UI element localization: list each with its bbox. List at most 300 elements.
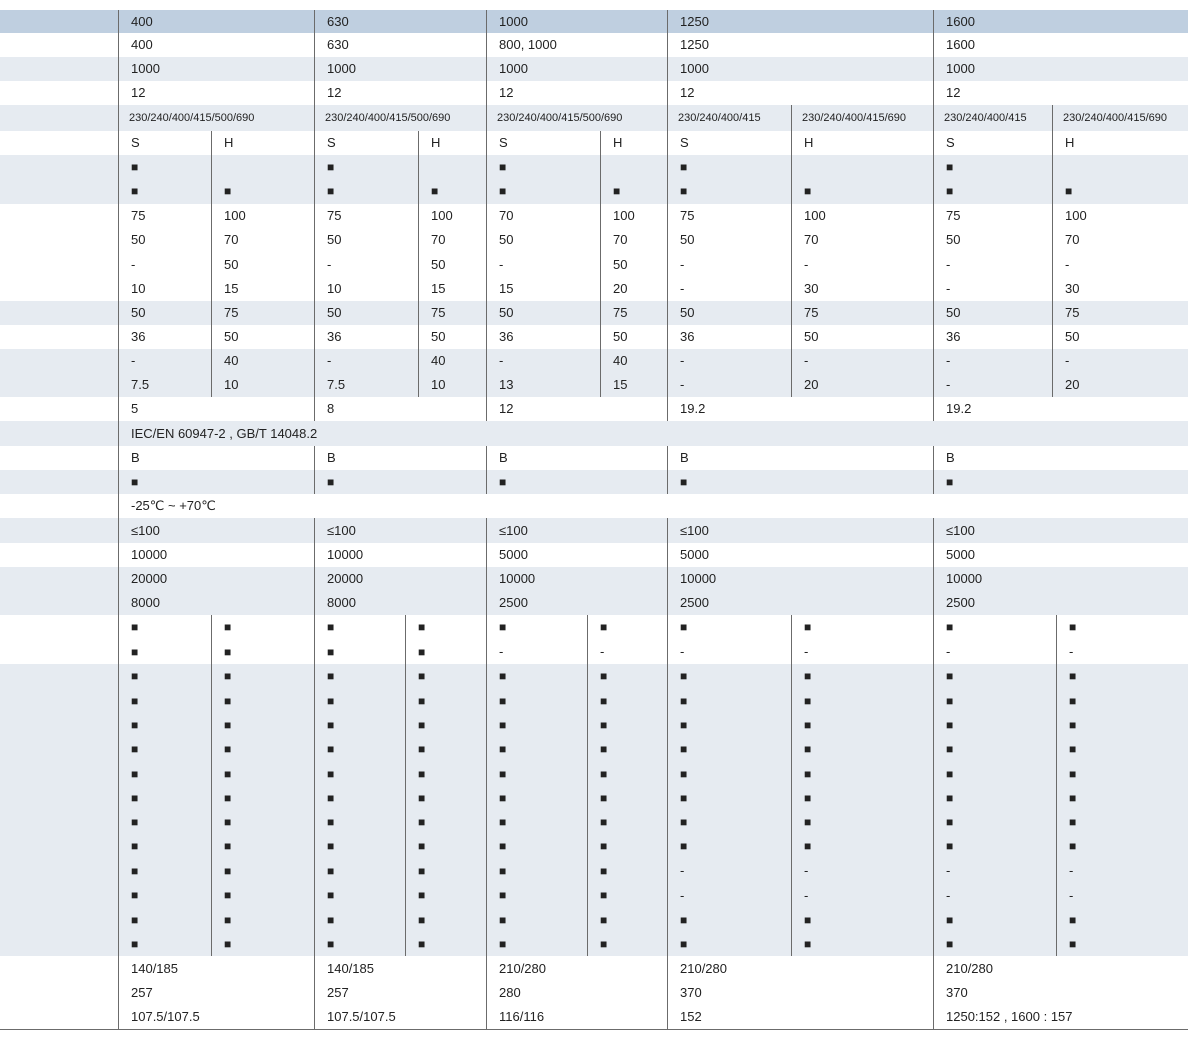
check-mark-cell: ■: [587, 713, 667, 737]
row-label-cell: [0, 1005, 118, 1029]
table-cell: -: [791, 252, 933, 277]
check-mark-cell: ■: [933, 664, 1056, 689]
table-cell: -: [486, 252, 600, 277]
table-cell: 257: [314, 981, 486, 1005]
row-label-cell: [0, 883, 118, 908]
table-cell: -: [1052, 349, 1188, 373]
table-cell: [418, 155, 486, 179]
table-cell: 50: [486, 228, 600, 252]
table-cell: -: [314, 252, 418, 277]
table-row: [0, 494, 1188, 518]
table-cell: -: [314, 349, 418, 373]
table-cell: -: [933, 252, 1052, 277]
table-cell: 75: [933, 204, 1052, 228]
table-row: [0, 373, 1188, 397]
table-cell: [211, 155, 314, 179]
table-cell: 210/280: [933, 956, 1188, 981]
table-cell: 75: [118, 204, 211, 228]
table-row: [0, 325, 1188, 349]
row-label-cell: [0, 301, 118, 325]
table-cell: 100: [211, 204, 314, 228]
check-mark-cell: ■: [486, 883, 587, 908]
check-mark-cell: ■: [211, 179, 314, 204]
table-cell: -: [933, 883, 1056, 908]
check-mark-cell: ■: [1056, 932, 1188, 956]
table-cell: 19.2: [933, 397, 1188, 421]
check-mark-cell: ■: [118, 859, 211, 883]
check-mark-cell: ■: [1056, 737, 1188, 762]
table-cell: 15: [486, 277, 600, 301]
check-mark-cell: ■: [314, 932, 405, 956]
check-mark-cell: ■: [486, 762, 587, 786]
table-cell: 40: [211, 349, 314, 373]
table-row: [0, 713, 1188, 738]
check-mark-cell: ■: [587, 932, 667, 956]
check-mark-cell: ■: [791, 762, 933, 786]
row-label-cell: [0, 567, 118, 591]
check-mark-cell: ■: [211, 834, 314, 859]
row-label-cell: [0, 33, 118, 57]
check-mark-cell: ■: [211, 664, 314, 689]
table-cell: 2500: [933, 591, 1188, 615]
table-cell: 5000: [667, 543, 933, 567]
check-mark-cell: ■: [791, 713, 933, 737]
row-label-cell: [0, 786, 118, 810]
table-cell: -: [791, 859, 933, 883]
check-mark-cell: ■: [587, 737, 667, 762]
check-mark-cell: ■: [314, 908, 405, 932]
row-label-cell: [0, 373, 118, 397]
table-cell: 100: [600, 204, 667, 228]
table-cell: ≤100: [486, 518, 667, 543]
table-cell: S: [118, 131, 211, 155]
check-mark-cell: ■: [933, 932, 1056, 956]
check-mark-cell: ■: [667, 713, 791, 737]
check-mark-cell: ■: [486, 155, 600, 179]
table-row: [0, 591, 1188, 615]
check-mark-cell: ■: [933, 908, 1056, 932]
table-cell: 1000: [314, 57, 486, 81]
check-mark-cell: ■: [486, 786, 587, 810]
table-row: [0, 883, 1188, 909]
table-cell: 50: [600, 252, 667, 277]
row-label-cell: [0, 591, 118, 615]
table-row: [0, 859, 1188, 884]
table-row: [0, 762, 1188, 787]
row-label-cell: [0, 105, 118, 131]
check-mark-cell: ■: [405, 859, 486, 883]
table-cell: S: [667, 131, 791, 155]
row-label-cell: [0, 155, 118, 179]
table-cell: 40: [418, 349, 486, 373]
table-cell: 8: [314, 397, 486, 421]
check-mark-cell: ■: [1056, 713, 1188, 737]
check-mark-cell: ■: [587, 834, 667, 859]
check-mark-cell: ■: [211, 640, 314, 664]
table-cell: 10000: [314, 543, 486, 567]
check-mark-cell: ■: [1056, 810, 1188, 834]
table-row: [0, 131, 1188, 155]
check-mark-cell: ■: [667, 615, 791, 640]
check-mark-cell: ■: [405, 664, 486, 689]
check-mark-cell: ■: [486, 689, 587, 713]
table-cell: 12: [314, 81, 486, 105]
table-cell: 50: [600, 325, 667, 349]
check-mark-cell: ■: [667, 689, 791, 713]
table-cell: -: [791, 349, 933, 373]
check-mark-cell: ■: [314, 810, 405, 834]
check-mark-cell: ■: [118, 737, 211, 762]
check-mark-cell: ■: [667, 834, 791, 859]
table-cell: -: [667, 252, 791, 277]
check-mark-cell: ■: [405, 810, 486, 834]
check-mark-cell: ■: [314, 615, 405, 640]
table-cell: 50: [118, 301, 211, 325]
table-cell: 10: [418, 373, 486, 397]
table-cell: -: [933, 349, 1052, 373]
table-cell: 12: [667, 81, 933, 105]
row-label-cell: [0, 57, 118, 81]
row-label-cell: [0, 908, 118, 932]
table-row: [0, 105, 1188, 131]
table-cell: 1000: [486, 57, 667, 81]
table-cell: 12: [486, 397, 667, 421]
check-mark-cell: ■: [791, 834, 933, 859]
table-cell: B: [667, 446, 933, 470]
check-mark-cell: ■: [667, 155, 791, 179]
table-row: [0, 228, 1188, 253]
table-cell: 230/240/400/415: [667, 105, 791, 131]
table-row: [0, 301, 1188, 325]
table-cell: 70: [791, 228, 933, 252]
check-mark-cell: ■: [933, 810, 1056, 834]
check-mark-cell: ■: [314, 834, 405, 859]
row-label-cell: [0, 981, 118, 1005]
table-cell: 140/185: [314, 956, 486, 981]
table-cell: 1000: [667, 57, 933, 81]
table-row: [0, 397, 1188, 421]
check-mark-cell: ■: [791, 737, 933, 762]
table-cell: -: [486, 640, 587, 664]
table-cell: 75: [418, 301, 486, 325]
table-cell: 10: [314, 277, 418, 301]
table-cell: 400: [118, 10, 314, 33]
check-mark-cell: ■: [211, 883, 314, 908]
table-cell: 50: [211, 252, 314, 277]
check-mark-cell: ■: [405, 786, 486, 810]
table-row: [0, 737, 1188, 763]
table-cell: -: [933, 373, 1052, 397]
table-cell: 50: [314, 228, 418, 252]
table-cell: -: [667, 349, 791, 373]
row-label-cell: [0, 179, 118, 204]
table-cell: 15: [211, 277, 314, 301]
table-cell: 75: [791, 301, 933, 325]
check-mark-cell: ■: [118, 155, 211, 179]
table-cell: 40: [600, 349, 667, 373]
check-mark-cell: ■: [486, 713, 587, 737]
check-mark-cell: ■: [1056, 664, 1188, 689]
table-cell: -: [667, 859, 791, 883]
table-cell: -: [486, 349, 600, 373]
check-mark-cell: ■: [211, 810, 314, 834]
check-mark-cell: ■: [314, 179, 418, 204]
table-cell: [791, 155, 933, 179]
table-cell: 5000: [486, 543, 667, 567]
table-cell: -: [1056, 640, 1188, 664]
check-mark-cell: ■: [587, 786, 667, 810]
check-mark-cell: ■: [118, 470, 314, 494]
check-mark-cell: ■: [118, 786, 211, 810]
table-cell: 400: [118, 33, 314, 57]
check-mark-cell: ■: [118, 179, 211, 204]
check-mark-cell: ■: [933, 689, 1056, 713]
table-cell: [1052, 155, 1188, 179]
table-cell: -: [1052, 252, 1188, 277]
check-mark-cell: ■: [933, 615, 1056, 640]
table-cell: 70: [418, 228, 486, 252]
table-cell: 50: [211, 325, 314, 349]
table-cell: 12: [486, 81, 667, 105]
table-row: [0, 981, 1188, 1006]
check-mark-cell: ■: [405, 737, 486, 762]
check-mark-cell: ■: [587, 615, 667, 640]
table-cell: B: [486, 446, 667, 470]
table-row: [0, 664, 1188, 690]
check-mark-cell: ■: [791, 664, 933, 689]
table-cell: H: [418, 131, 486, 155]
row-label-cell: [0, 713, 118, 737]
check-mark-cell: ■: [118, 908, 211, 932]
table-cell: 630: [314, 10, 486, 33]
check-mark-cell: ■: [600, 179, 667, 204]
check-mark-cell: ■: [314, 689, 405, 713]
check-mark-cell: ■: [486, 737, 587, 762]
table-cell: 50: [791, 325, 933, 349]
table-cell: H: [791, 131, 933, 155]
check-mark-cell: ■: [118, 640, 211, 664]
table-cell: 50: [933, 228, 1052, 252]
table-cell: 20000: [118, 567, 314, 591]
check-mark-cell: ■: [118, 762, 211, 786]
table-cell: 20: [600, 277, 667, 301]
check-mark-cell: ■: [587, 664, 667, 689]
row-label-cell: [0, 131, 118, 155]
row-label-cell: [0, 252, 118, 277]
table-cell: -: [1056, 883, 1188, 908]
check-mark-cell: ■: [1056, 762, 1188, 786]
table-cell: 10000: [486, 567, 667, 591]
table-row: [0, 204, 1188, 229]
table-row: [0, 10, 1188, 33]
check-mark-cell: ■: [667, 932, 791, 956]
table-cell: 36: [314, 325, 418, 349]
table-cell: 10000: [933, 567, 1188, 591]
table-cell: 20000: [314, 567, 486, 591]
table-cell: 15: [600, 373, 667, 397]
table-row: [0, 155, 1188, 179]
table-cell: -: [667, 883, 791, 908]
table-cell: 30: [1052, 277, 1188, 301]
check-mark-cell: ■: [933, 834, 1056, 859]
table-row: [0, 834, 1188, 860]
check-mark-cell: ■: [211, 737, 314, 762]
table-row: [0, 518, 1188, 543]
check-mark-cell: ■: [667, 762, 791, 786]
table-cell: 100: [1052, 204, 1188, 228]
row-label-cell: [0, 762, 118, 786]
table-row: [0, 349, 1188, 373]
check-mark-cell: ■: [791, 689, 933, 713]
table-cell: 20: [791, 373, 933, 397]
check-mark-cell: ■: [486, 470, 667, 494]
table-cell: 75: [1052, 301, 1188, 325]
check-mark-cell: ■: [118, 834, 211, 859]
row-label-cell: [0, 615, 118, 640]
table-cell: 230/240/400/415/500/690: [486, 105, 667, 131]
table-cell: 280: [486, 981, 667, 1005]
table-cell: IEC/EN 60947-2 , GB/T 14048.2: [118, 421, 1188, 446]
check-mark-cell: ■: [587, 762, 667, 786]
table-cell: -: [667, 640, 791, 664]
row-label-cell: [0, 446, 118, 470]
check-mark-cell: ■: [118, 689, 211, 713]
table-cell: 1600: [933, 10, 1188, 33]
table-row: [0, 421, 1188, 446]
check-mark-cell: ■: [405, 834, 486, 859]
check-mark-cell: ■: [1056, 689, 1188, 713]
check-mark-cell: ■: [314, 470, 486, 494]
table-cell: 50: [667, 301, 791, 325]
table-row: [0, 640, 1188, 664]
check-mark-cell: ■: [118, 932, 211, 956]
check-mark-cell: ■: [118, 615, 211, 640]
table-cell: 140/185: [118, 956, 314, 981]
table-cell: 370: [667, 981, 933, 1005]
table-cell: 75: [211, 301, 314, 325]
table-cell: 12: [933, 81, 1188, 105]
check-mark-cell: ■: [486, 615, 587, 640]
table-cell: 8000: [118, 591, 314, 615]
table-cell: 50: [486, 301, 600, 325]
table-cell: 230/240/400/415/500/690: [314, 105, 486, 131]
table-cell: 12: [118, 81, 314, 105]
row-label-cell: [0, 10, 118, 33]
check-mark-cell: ■: [486, 932, 587, 956]
check-mark-cell: ■: [667, 179, 791, 204]
check-mark-cell: ■: [486, 179, 600, 204]
table-cell: 10000: [118, 543, 314, 567]
table-cell: 210/280: [486, 956, 667, 981]
check-mark-cell: ■: [933, 762, 1056, 786]
table-row: [0, 1005, 1188, 1030]
check-mark-cell: ■: [486, 908, 587, 932]
table-row: [0, 786, 1188, 811]
table-cell: ≤100: [933, 518, 1188, 543]
row-label-cell: [0, 494, 118, 518]
check-mark-cell: ■: [791, 786, 933, 810]
table-cell: 50: [933, 301, 1052, 325]
table-cell: 36: [667, 325, 791, 349]
table-row: [0, 33, 1188, 57]
check-mark-cell: ■: [1056, 615, 1188, 640]
row-label-cell: [0, 397, 118, 421]
check-mark-cell: ■: [587, 689, 667, 713]
row-label-cell: [0, 689, 118, 713]
check-mark-cell: ■: [314, 786, 405, 810]
row-label-cell: [0, 81, 118, 105]
table-row: [0, 81, 1188, 105]
table-cell: 70: [211, 228, 314, 252]
table-cell: S: [486, 131, 600, 155]
check-mark-cell: ■: [314, 155, 418, 179]
check-mark-cell: ■: [486, 859, 587, 883]
table-cell: 100: [418, 204, 486, 228]
table-cell: 19.2: [667, 397, 933, 421]
table-cell: B: [314, 446, 486, 470]
table-cell: [600, 155, 667, 179]
check-mark-cell: ■: [314, 859, 405, 883]
table-row: [0, 179, 1188, 205]
row-label-cell: [0, 932, 118, 956]
check-mark-cell: ■: [1056, 834, 1188, 859]
row-label-cell: [0, 543, 118, 567]
check-mark-cell: ■: [405, 883, 486, 908]
table-row: [0, 277, 1188, 301]
table-cell: -: [791, 883, 933, 908]
check-mark-cell: ■: [211, 932, 314, 956]
check-mark-cell: ■: [211, 713, 314, 737]
check-mark-cell: ■: [314, 664, 405, 689]
table-cell: H: [600, 131, 667, 155]
check-mark-cell: ■: [667, 810, 791, 834]
table-cell: 75: [314, 204, 418, 228]
table-row: [0, 567, 1188, 591]
table-cell: S: [314, 131, 418, 155]
check-mark-cell: ■: [667, 786, 791, 810]
table-cell: 1000: [486, 10, 667, 33]
table-cell: ≤100: [667, 518, 933, 543]
table-cell: 75: [667, 204, 791, 228]
table-cell: 1600: [933, 33, 1188, 57]
table-cell: S: [933, 131, 1052, 155]
table-cell: 1000: [933, 57, 1188, 81]
table-row: [0, 446, 1188, 470]
table-cell: -25℃ ~ +70℃: [118, 494, 1188, 518]
check-mark-cell: ■: [667, 737, 791, 762]
table-cell: 50: [667, 228, 791, 252]
check-mark-cell: ■: [486, 664, 587, 689]
table-cell: 116/116: [486, 1005, 667, 1029]
check-mark-cell: ■: [933, 470, 1188, 494]
check-mark-cell: ■: [405, 932, 486, 956]
check-mark-cell: ■: [211, 786, 314, 810]
check-mark-cell: ■: [118, 810, 211, 834]
table-row: [0, 615, 1188, 641]
check-mark-cell: ■: [1056, 908, 1188, 932]
table-cell: 13: [486, 373, 600, 397]
table-cell: B: [118, 446, 314, 470]
table-row: [0, 470, 1188, 494]
table-cell: 50: [1052, 325, 1188, 349]
table-cell: -: [933, 277, 1052, 301]
row-label-cell: [0, 664, 118, 689]
check-mark-cell: ■: [933, 155, 1052, 179]
table-cell: ≤100: [314, 518, 486, 543]
table-cell: 70: [600, 228, 667, 252]
check-mark-cell: ■: [791, 908, 933, 932]
table-cell: 630: [314, 33, 486, 57]
